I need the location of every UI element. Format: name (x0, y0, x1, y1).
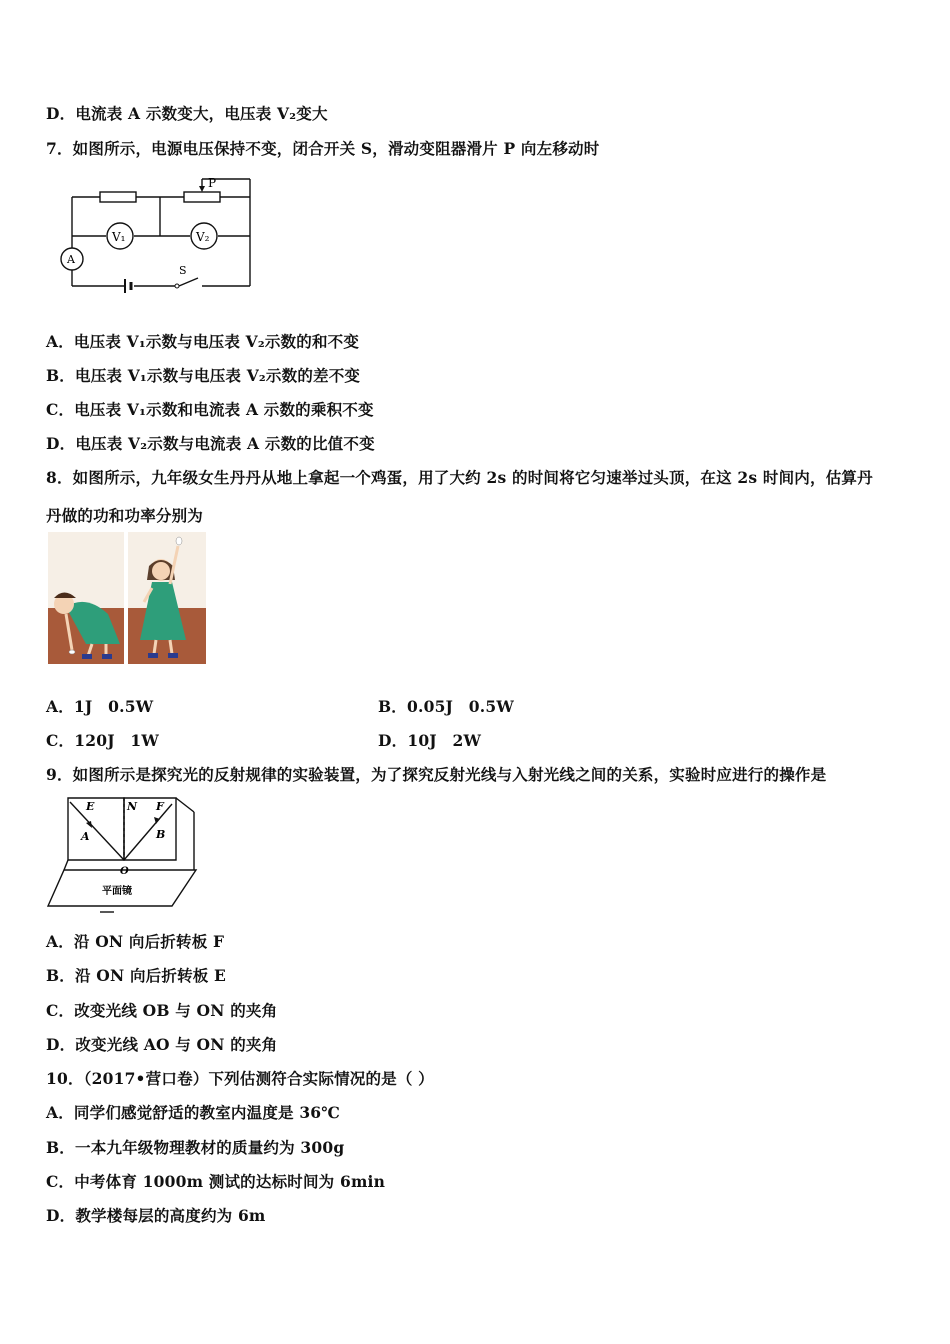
incident-arrow-icon (86, 821, 92, 828)
q8-option-a: A．1J 0.5W (46, 697, 154, 716)
label-n: N (127, 800, 138, 813)
label-a: A (81, 830, 90, 843)
q7-option-c: C．电压表 V₁示数和电流表 A 示数的乘积不变 (46, 400, 374, 419)
slider-arrow-icon (199, 186, 205, 192)
label-a: A (67, 253, 75, 266)
q7-stem: 7．如图所示，电源电压保持不变，闭合开关 S，滑动变阻器滑片 P 向左移动时 (46, 139, 600, 158)
label-v1: V₁ (112, 230, 126, 244)
girl-lifting-egg-illustration (46, 532, 208, 666)
q10-option-b: B．一本九年级物理教材的质量约为 300g (46, 1138, 345, 1157)
q9-stem: 9．如图所示是探究光的反射规律的实验装置，为了探究反射光线与入射光线之间的关系，实验时应进行的操作是 (46, 765, 827, 784)
q7-option-d: D．电压表 V₂示数与电流表 A 示数的比值不变 (46, 434, 375, 453)
circuit-diagram (52, 170, 258, 300)
label-f: F (156, 800, 164, 813)
q9-option-d: D．改变光线 AO 与 ON 的夹角 (46, 1035, 278, 1054)
label-mirror: 平面镜 (102, 886, 132, 897)
q10-option-d: D．教学楼每层的高度约为 6m (46, 1206, 266, 1225)
q10-option-a: A．同学们感觉舒适的教室内温度是 36℃ (46, 1103, 341, 1122)
label-s: S (179, 264, 187, 277)
q7-option-a: A．电压表 V₁示数与电压表 V₂示数的和不变 (46, 332, 360, 351)
label-v2: V₂ (196, 230, 210, 244)
label-p: P (208, 176, 217, 190)
q10-option-c: C．中考体育 1000m 测试的达标时间为 6min (46, 1172, 386, 1191)
q9-option-a: A．沿 ON 向后折转板 F (46, 932, 225, 951)
q9-option-c: C．改变光线 OB 与 ON 的夹角 (46, 1001, 278, 1020)
q8-stem-line2: 丹做的功和功率分别为 (46, 506, 204, 525)
q7-option-b: B．电压表 V₁示数与电压表 V₂示数的差不变 (46, 366, 361, 385)
q8-option-c: C．120J 1W (46, 731, 160, 750)
label-b: B (156, 828, 166, 841)
label-e: E (86, 800, 95, 813)
q8-option-d: D．10J 2W (378, 731, 482, 750)
q8-option-b: B．0.05J 0.5W (378, 697, 514, 716)
label-o: O (120, 866, 129, 877)
light-reflection-apparatus (44, 794, 204, 918)
q8-stem-line1: 8．如图所示，九年级女生丹丹从地上拿起一个鸡蛋，用了大约 2s 的时间将它匀速举过头顶，在这 2s 时间内，估算丹 (46, 468, 873, 487)
q6-option-d: D．电流表 A 示数变大，电压表 V₂变大 (46, 104, 328, 123)
q10-stem: 10．（2017•营口卷）下列估测符合实际情况的是（ ） (46, 1069, 434, 1088)
q9-option-b: B．沿 ON 向后折转板 E (46, 966, 227, 985)
